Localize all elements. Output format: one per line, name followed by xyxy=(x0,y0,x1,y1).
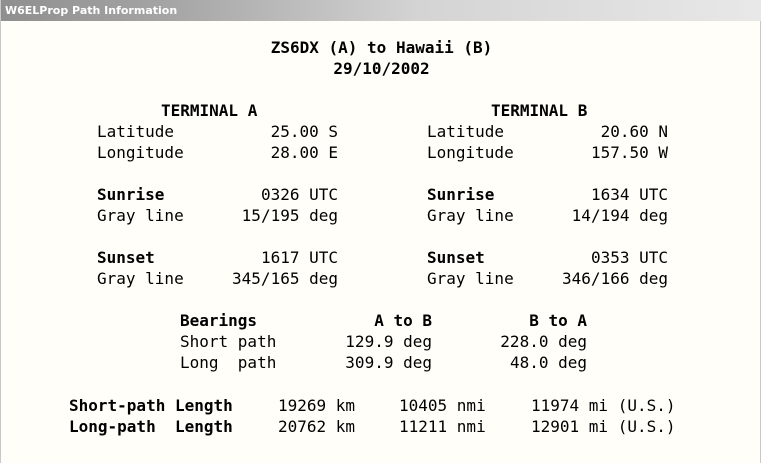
terminal-b-sunset-grayline-label: Gray line xyxy=(427,269,514,288)
terminal-a-longitude-label: Longitude xyxy=(97,143,184,162)
terminal-b-longitude-label: Longitude xyxy=(427,143,514,162)
terminal-b-sunset: 0353 UTC xyxy=(590,248,668,267)
terminal-b-longitude: 157.50 W xyxy=(590,143,668,162)
terminal-a-heading: TERMINAL A xyxy=(161,101,258,120)
bearings-short-a-to-b: 129.9 deg xyxy=(345,332,432,351)
terminal-b-heading: TERMINAL B xyxy=(491,101,588,120)
short-path-mi: 11974 mi (U.S.) xyxy=(531,396,676,415)
terminal-a-sunrise-grayline: 15/195 deg xyxy=(241,206,338,225)
short-path-km: 19269 km xyxy=(278,396,356,415)
terminal-b-latitude: 20.60 N xyxy=(600,122,668,141)
title-bar[interactable] xyxy=(1,0,761,21)
terminal-b-sunset-grayline: 346/166 deg xyxy=(562,269,668,288)
terminal-a-sunrise-label: Sunrise xyxy=(97,185,165,204)
long-path-mi: 12901 mi (U.S.) xyxy=(531,417,676,436)
terminal-b-sunset-label: Sunset xyxy=(427,248,485,267)
path-title: ZS6DX (A) to Hawaii (B) xyxy=(270,38,493,57)
bearings-long-b-to-a: 48.0 deg xyxy=(509,353,587,372)
bearings-heading: Bearings xyxy=(180,311,258,330)
bearings-long-label: Long path xyxy=(180,353,277,372)
terminal-a-longitude: 28.00 E xyxy=(270,143,338,162)
terminal-a-sunset: 1617 UTC xyxy=(260,248,338,267)
terminal-a-sunset-grayline-label: Gray line xyxy=(97,269,184,288)
long-path-km: 20762 km xyxy=(278,417,356,436)
bearings-short-label: Short path xyxy=(180,332,277,351)
window-title: W6ELProp Path Information xyxy=(5,4,178,17)
terminal-b-sunrise-grayline: 14/194 deg xyxy=(571,206,668,225)
bearings-short-b-to-a: 228.0 deg xyxy=(500,332,587,351)
terminal-a-latitude: 25.00 S xyxy=(270,122,338,141)
terminal-b-latitude-label: Latitude xyxy=(427,122,505,141)
terminal-b-sunrise-label: Sunrise xyxy=(427,185,495,204)
bearings-long-a-to-b: 309.9 deg xyxy=(345,353,432,372)
bearings-b-to-a-header: B to A xyxy=(529,311,587,330)
path-date: 29/10/2002 xyxy=(333,59,430,78)
long-path-length-label: Long-path Length xyxy=(69,417,233,436)
terminal-a-sunrise: 0326 UTC xyxy=(260,185,338,204)
terminal-a-sunset-grayline: 345/165 deg xyxy=(232,269,338,288)
terminal-a-sunset-label: Sunset xyxy=(97,248,155,267)
terminal-b-sunrise: 1634 UTC xyxy=(590,185,668,204)
short-path-nmi: 10405 nmi xyxy=(399,396,486,415)
long-path-nmi: 11211 nmi xyxy=(399,417,486,436)
bearings-a-to-b-header: A to B xyxy=(374,311,432,330)
short-path-length-label: Short-path Length xyxy=(69,396,233,415)
terminal-b-sunrise-grayline-label: Gray line xyxy=(427,206,514,225)
terminal-a-sunrise-grayline-label: Gray line xyxy=(97,206,184,225)
terminal-a-latitude-label: Latitude xyxy=(97,122,175,141)
